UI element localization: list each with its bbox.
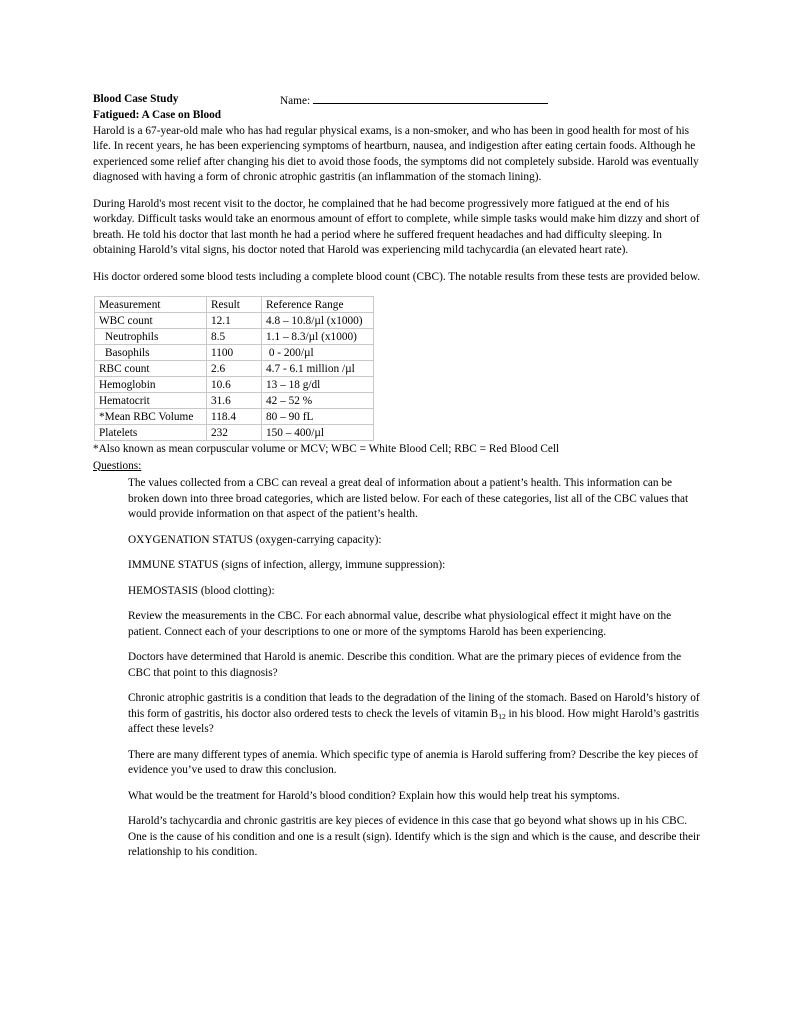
table-cell: Neutrophils (95, 329, 207, 345)
table-cell: *Mean RBC Volume (95, 409, 207, 425)
name-blank-line[interactable] (313, 92, 548, 104)
table-row (95, 425, 374, 441)
table-row (95, 329, 374, 345)
question-2: Review the measurements in the CBC. For each abnormal value, describe what physiological effect it might have on the patient. Connect each of your descriptions to one or more of the symptoms Harold has been experiencing. (128, 610, 672, 638)
table-cell: WBC count (95, 313, 207, 329)
table-cell: 13 – 18 g/dl (262, 377, 374, 393)
table-header-cell: Reference Range (262, 297, 374, 313)
questions-heading: Questions: (93, 459, 142, 472)
cbc-results-table (94, 296, 374, 441)
name-field[interactable] (280, 92, 548, 110)
table-cell: 12.1 (207, 313, 262, 329)
case-subtitle: Fatigued: A Case on Blood (93, 109, 222, 121)
document-title: Blood Case Study (93, 93, 179, 105)
table-cell: Hemoglobin (95, 377, 207, 393)
table-cell: 118.4 (207, 409, 262, 425)
table-cell: 1.1 – 8.3/µl (x1000) (262, 329, 374, 345)
table-cell: 0 - 200/µl (262, 345, 374, 361)
question-4-text-a: Chronic atrophic gastritis is a condition that leads to the degradation of the lining of the stomach. Based on Harold’s history of this form of gastritis, his doctor also ordered tests to check the levels of vitamin B (128, 692, 700, 720)
table-cell: Hematocrit (95, 393, 207, 409)
question-4-text-b: in his blood. How might Harold’s gastritis affect these levels? (128, 707, 700, 735)
category-oxygenation: OXYGENATION STATUS (oxygen-carrying capacity): (128, 533, 382, 546)
table-cell: 31.6 (207, 393, 262, 409)
table-row (95, 313, 374, 329)
category-hemostasis: HEMOSTASIS (blood clotting): (128, 584, 275, 597)
table-cell: 42 – 52 % (262, 393, 374, 409)
question-1: The values collected from a CBC can reveal a great deal of information about a patient’s health. This information can be broken down into three broad categories, which are listed below. For each of these categories, list all of the CBC values that would provide information on that aspect of the patient’s health. (128, 477, 689, 520)
table-row (95, 345, 374, 361)
table-cell: 10.6 (207, 377, 262, 393)
question-7: Harold’s tachycardia and chronic gastritis are key pieces of evidence in this case that go beyond what shows up in his CBC. One is the cause of his condition and one is a result (sign). Identify which is the sign and which is the cause, and describe their relationship to his condition. (128, 815, 700, 858)
table-cell: 150 – 400/µl (262, 425, 374, 441)
table-cell: Platelets (95, 425, 207, 441)
question-3: Doctors have determined that Harold is anemic. Describe this condition. What are the primary pieces of evidence from the CBC that point to this diagnosis? (128, 651, 682, 679)
table-header-row (95, 297, 374, 313)
question-4 (128, 691, 703, 738)
table-row (95, 377, 374, 393)
table-row (95, 361, 374, 377)
table-cell: RBC count (95, 361, 207, 377)
table-cell: Basophils (95, 345, 207, 361)
table-cell: 80 – 90 fL (262, 409, 374, 425)
table-cell: 4.7 - 6.1 million /µl (262, 361, 374, 377)
table-footnote: *Also known as mean corpuscular volume or MCV; WBC = White Blood Cell; RBC = Red Blood Cell (93, 443, 560, 455)
category-immune: IMMUNE STATUS (signs of infection, allergy, immune suppression): (128, 559, 446, 571)
case-paragraph-2: During Harold's most recent visit to the doctor, he complained that he had become progressively more fatigued at the end of his workday. Difficult tasks would take an enormous amount of effort to complete, while simple tasks would make him dizzy and short of breath. He told his doctor that last month he had a period where he suffered frequent headaches and had difficulty sleeping. In obtaining Harold’s vital signs, his doctor noted that Harold was experiencing mild tachycardia (an elevated heart rate). (93, 197, 700, 256)
name-label: Name: (280, 95, 311, 107)
question-6: What would be the treatment for Harold’s blood condition? Explain how this would help treat his symptoms. (128, 789, 620, 802)
worksheet-page (93, 92, 703, 871)
table-cell: 2.6 (207, 361, 262, 377)
table-cell: 232 (207, 425, 262, 441)
table-cell: 1100 (207, 345, 262, 361)
case-paragraph-3: His doctor ordered some blood tests including a complete blood count (CBC). The notable results from these tests are provided below. (93, 270, 701, 283)
question-5: There are many different types of anemia. Which specific type of anemia is Harold suffering from? Describe the key pieces of evidence you’ve used to draw this conclusion. (128, 748, 698, 776)
table-header-cell: Measurement (95, 297, 207, 313)
questions-list (128, 476, 703, 861)
table-cell: 4.8 – 10.8/µl (x1000) (262, 313, 374, 329)
table-cell: 8.5 (207, 329, 262, 345)
case-paragraph-1: Harold is a 67-year-old male who has had regular physical exams, is a non-smoker, and who has been in good health for most of his life. In recent years, he has been experiencing symptoms of heartburn, nausea, and indigestion after eating certain foods. Although he experienced some relief after changing his diet to avoid those foods, the symptoms did not completely subside. Harold was eventually diagnosed with having a form of chronic atrophic gastritis (an inflammation of the stomach lining). (93, 124, 699, 183)
table-header-cell: Result (207, 297, 262, 313)
table-row (95, 409, 374, 425)
table-row (95, 393, 374, 409)
b12-subscript: 12 (498, 711, 506, 721)
header (93, 92, 703, 107)
